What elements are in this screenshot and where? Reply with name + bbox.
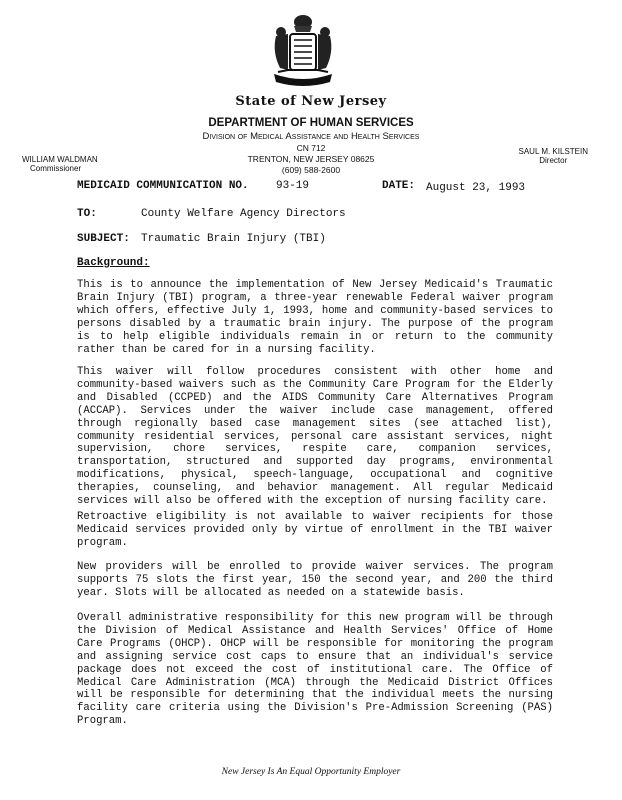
state-seal xyxy=(268,12,338,96)
commissioner-block xyxy=(22,155,98,173)
paragraph-eligibility: Retroactive eligibility is not available to waiver recipients for those Medicaid services provided only by virtue of enrollment in the TBI waiver program. xyxy=(77,511,553,549)
communication-number: 93-19 xyxy=(276,180,310,192)
address-city: TRENTON, NEW JERSEY 08625 xyxy=(247,154,375,164)
to-label: TO: xyxy=(77,208,97,220)
date-label: DATE: xyxy=(382,180,416,192)
paragraph-providers: New providers will be enrolled to provide waiver services. The program supports 75 slots the first year, 150 the second year, and 200 the third year. Slots will be allocated as needed on a statewide basis. xyxy=(77,561,553,599)
department-name: DEPARTMENT OF HUMAN SERVICES xyxy=(208,117,414,129)
director-name: SAUL M. KILSTEIN xyxy=(518,147,588,156)
to-value: County Welfare Agency Directors xyxy=(141,208,346,220)
paragraph-services: This waiver will follow procedures consistent with other home and community-based waivers such as the Community Care Program for the Elderly and Disabled (CCPED) and the AIDS Community Care Alternatives Program (ACCAP). Services under the waiver include case management, offered through regionally based case management sites (see attached list), community residential services, personal care assistant services, night supervision, chore services, respite care, companion services, transportation, structured and supported day programs, environmental modifications, physical, speech-language, occupational and cognitive therapies, counseling, and behavior management. All regular Medicaid services will also be offered with the exception of nursing facility care. xyxy=(77,366,553,508)
state-title: State of New Jersey xyxy=(235,94,387,109)
director-title: Director xyxy=(539,156,568,165)
commissioner-name: WILLIAM WALDMAN xyxy=(22,155,98,164)
address-cn: CN 712 xyxy=(296,143,326,153)
address-phone: (609) 588-2600 xyxy=(281,165,341,175)
subject-value: Traumatic Brain Injury (TBI) xyxy=(141,233,326,245)
division-name: Division of Medical Assistance and Health Services xyxy=(202,131,420,142)
footer-tagline: New Jersey Is An Equal Opportunity Employer xyxy=(221,767,401,777)
paragraph-intro: This is to announce the implementation of New Jersey Medicaid's Traumatic Brain Injury (TBI) program, a three-year renewable Federal waiver program which offers, effective July 1, 1993, home and community-based services to persons disabled by a traumatic brain injury. The purpose of the program is to help eligible individuals remain in or return to the community rather than be cared for in a nursing facility. xyxy=(77,279,553,356)
commissioner-title: Commissioner xyxy=(30,164,82,173)
date-value: August 23, 1993 xyxy=(426,182,526,194)
subject-label: SUBJECT: xyxy=(77,233,130,245)
background-heading: Background: xyxy=(77,257,150,269)
paragraph-administration: Overall administrative responsibility for this new program will be through the Division of Medical Assistance and Health Services' Office of Home Care Programs (OHCP). OHCP will be responsible for monitoring the program and assigning service cost caps to ensure that an individual's service package does not exceed the cost of institutional care. The Office of Medical Care Administration (MCA) through the Medicaid District Offices will be responsible for determining that the individual meets the nursing facility care criteria using the Division's Pre-Admission Screening (PAS) Program. xyxy=(77,612,553,728)
communication-label: MEDICAID COMMUNICATION NO. xyxy=(77,180,249,192)
director-block xyxy=(519,147,589,165)
